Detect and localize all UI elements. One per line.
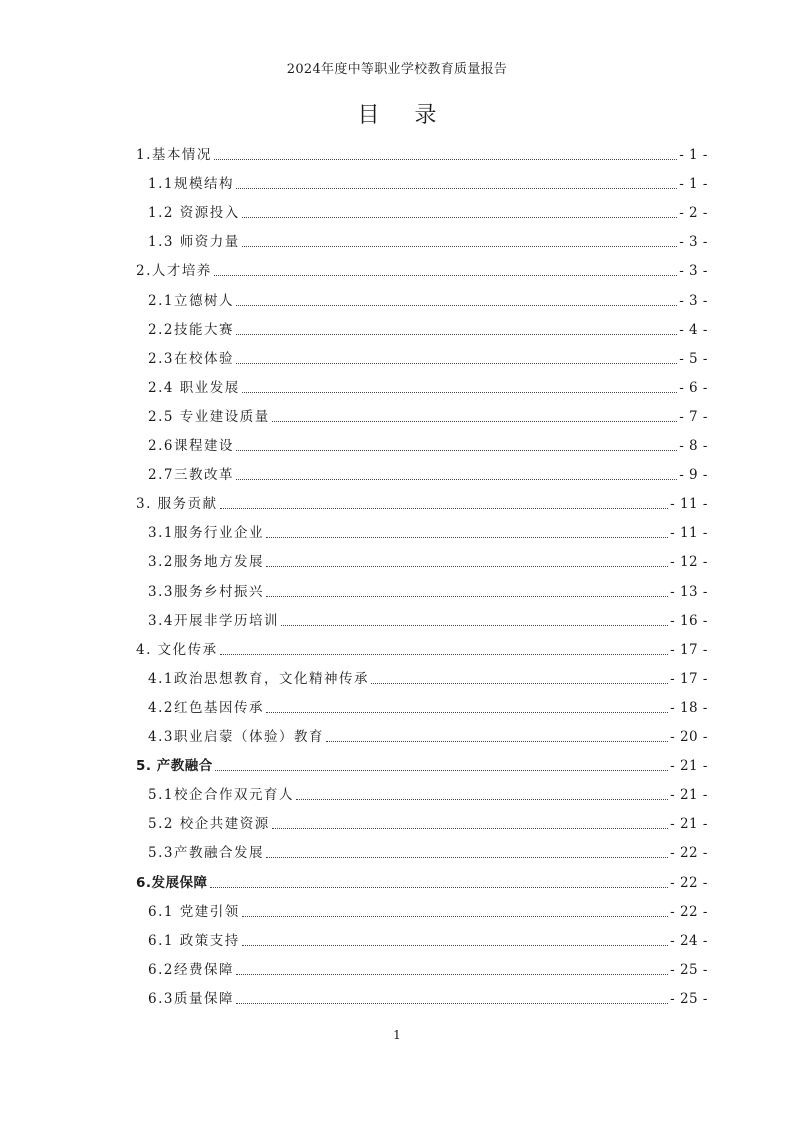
toc-entry[interactable] bbox=[148, 224, 708, 252]
toc-leader-dots bbox=[272, 420, 677, 422]
toc-entry-page: - 11 - bbox=[670, 496, 708, 513]
toc-entry-label: 2.4 职业发展 bbox=[148, 379, 240, 396]
toc-title: 目 录 bbox=[357, 103, 451, 128]
toc-entry-label: 1.2 资源投入 bbox=[148, 205, 240, 222]
toc-entry[interactable] bbox=[148, 312, 708, 340]
toc-leader-dots bbox=[266, 595, 668, 597]
toc-leader-dots bbox=[214, 274, 677, 276]
toc-leader-dots bbox=[266, 565, 668, 567]
toc-entry-label: 6.发展保障 bbox=[136, 874, 208, 891]
toc-entry-page: - 3 - bbox=[679, 263, 708, 280]
toc-entry-page: - 25 - bbox=[670, 990, 708, 1007]
toc-entry-page: - 3 - bbox=[679, 292, 708, 309]
toc-entry-page: - 8 - bbox=[679, 438, 708, 454]
toc-leader-dots bbox=[326, 740, 668, 742]
toc-leader-dots bbox=[242, 391, 677, 393]
toc-entry-label: 3. 服务贡献 bbox=[136, 496, 218, 513]
toc-leader-dots bbox=[296, 798, 668, 800]
toc-entry[interactable] bbox=[148, 923, 708, 951]
toc-entry[interactable] bbox=[136, 865, 708, 893]
toc-entry-page: - 25 - bbox=[670, 961, 708, 978]
toc-leader-dots bbox=[220, 507, 668, 509]
toc-entry-page: - 1 - bbox=[679, 147, 708, 163]
toc-leader-dots bbox=[236, 187, 677, 189]
toc-entry-label: 6.2经费保障 bbox=[148, 961, 234, 978]
toc-leader-dots bbox=[242, 915, 668, 917]
toc-leader-dots bbox=[242, 245, 677, 247]
toc-leader-dots bbox=[236, 304, 677, 306]
toc-entry[interactable] bbox=[136, 748, 708, 776]
toc-entry[interactable] bbox=[136, 486, 708, 514]
toc-leader-dots bbox=[272, 827, 668, 829]
toc-leader-dots bbox=[236, 449, 677, 451]
toc-entry[interactable] bbox=[136, 632, 708, 660]
toc-entry-label: 6.1 党建引领 bbox=[148, 903, 240, 920]
toc-entry-label: 2.6课程建设 bbox=[148, 438, 234, 454]
toc-entry-page: - 21 - bbox=[670, 787, 708, 804]
toc-entry-page: - 22 - bbox=[670, 845, 708, 862]
toc-entry-label: 3.3服务乡村振兴 bbox=[148, 583, 264, 600]
toc-entry-page: - 24 - bbox=[670, 932, 708, 949]
page-number: 1 bbox=[393, 1028, 401, 1042]
toc-entry-label: 2.3在校体验 bbox=[148, 350, 234, 367]
toc-leader-dots bbox=[236, 333, 677, 335]
toc-entry[interactable] bbox=[148, 544, 708, 572]
toc-entry-label: 1.3 师资力量 bbox=[148, 234, 240, 251]
toc-entry-page: - 1 - bbox=[679, 176, 708, 193]
toc-entry[interactable] bbox=[148, 777, 708, 805]
toc-leader-dots bbox=[236, 478, 677, 480]
toc-entry[interactable] bbox=[148, 894, 708, 922]
toc-entry-label: 2.人才培养 bbox=[136, 263, 212, 280]
toc-leader-dots bbox=[236, 362, 677, 364]
toc-entry-label: 2.1立德树人 bbox=[148, 292, 234, 309]
toc-entry[interactable] bbox=[148, 661, 708, 689]
toc-leader-dots bbox=[215, 769, 668, 771]
toc-entry-page: - 4 - bbox=[679, 321, 708, 338]
toc-entry[interactable] bbox=[136, 137, 708, 165]
toc-entry-label: 1.基本情况 bbox=[136, 147, 212, 163]
toc-entry[interactable] bbox=[148, 574, 708, 602]
toc-entry-label: 1.1规模结构 bbox=[148, 176, 234, 193]
toc-entry-page: - 21 - bbox=[670, 758, 708, 775]
toc-entry-label: 3.2服务地方发展 bbox=[148, 554, 264, 571]
toc-leader-dots bbox=[266, 711, 668, 713]
toc-entry-label: 4.1政治思想教育，文化精神传承 bbox=[148, 670, 369, 687]
toc-entry[interactable] bbox=[148, 515, 708, 543]
toc-entry-label: 4.3职业启蒙（体验）教育 bbox=[148, 729, 324, 745]
toc-leader-dots bbox=[210, 886, 669, 888]
toc-leader-dots bbox=[281, 624, 668, 626]
toc-entry[interactable] bbox=[148, 428, 708, 456]
toc-entry-label: 5.2 校企共建资源 bbox=[148, 816, 270, 833]
toc-entry[interactable] bbox=[148, 283, 708, 311]
toc-entry-page: - 17 - bbox=[670, 641, 708, 658]
toc-entry-label: 3.1服务行业企业 bbox=[148, 525, 264, 542]
toc-entry-label: 2.2技能大赛 bbox=[148, 321, 234, 338]
page-header: 2024年度中等职业学校教育质量报告 bbox=[286, 62, 508, 77]
toc-leader-dots bbox=[242, 216, 677, 218]
toc-entry[interactable] bbox=[148, 981, 708, 1009]
toc-entry-label: 5.3产教融合发展 bbox=[148, 845, 264, 862]
toc-leader-dots bbox=[236, 1002, 668, 1004]
toc-entry-page: - 22 - bbox=[670, 903, 708, 920]
toc-entry-page: - 16 - bbox=[670, 612, 708, 629]
toc-entry-label: 6.1 政策支持 bbox=[148, 932, 240, 949]
toc-entry-page: - 20 - bbox=[670, 729, 708, 745]
toc-entry-page: - 6 - bbox=[679, 379, 708, 396]
toc-entry-page: - 3 - bbox=[679, 234, 708, 251]
toc-entry-page: - 9 - bbox=[679, 467, 708, 484]
toc-entry[interactable] bbox=[136, 253, 708, 281]
toc-leader-dots bbox=[220, 653, 668, 655]
toc-leader-dots bbox=[242, 944, 668, 946]
toc-entry[interactable] bbox=[148, 457, 708, 485]
toc-entry-page: - 5 - bbox=[679, 350, 708, 367]
toc-entry-page: - 11 - bbox=[670, 525, 708, 542]
toc-entry[interactable] bbox=[148, 806, 708, 834]
toc-entry[interactable] bbox=[148, 370, 708, 398]
toc-entry[interactable] bbox=[148, 341, 708, 369]
toc-entry-page: - 2 - bbox=[679, 205, 708, 222]
toc-leader-dots bbox=[214, 158, 677, 160]
toc-entry[interactable] bbox=[148, 603, 708, 631]
toc-entry-label: 6.3质量保障 bbox=[148, 990, 234, 1007]
toc-entry-label: 2.5 专业建设质量 bbox=[148, 408, 270, 425]
toc-entry[interactable] bbox=[148, 399, 708, 427]
toc-entry-page: - 22 - bbox=[670, 874, 708, 891]
toc-entry[interactable] bbox=[148, 690, 708, 718]
toc-entry[interactable] bbox=[148, 835, 708, 863]
toc-entry-label: 5.1校企合作双元育人 bbox=[148, 787, 294, 804]
toc-entry-page: - 18 - bbox=[670, 699, 708, 716]
toc-entry[interactable] bbox=[148, 166, 708, 194]
toc-leader-dots bbox=[236, 973, 668, 975]
toc-entry-label: 4.2红色基因传承 bbox=[148, 699, 264, 716]
toc-entry-label: 4. 文化传承 bbox=[136, 641, 218, 658]
toc-entry-page: - 13 - bbox=[670, 583, 708, 600]
toc-leader-dots bbox=[266, 856, 668, 858]
toc-entry-page: - 12 - bbox=[670, 554, 708, 571]
toc-leader-dots bbox=[266, 536, 668, 538]
toc-entry-page: - 21 - bbox=[670, 816, 708, 833]
toc-entry-label: 2.7三教改革 bbox=[148, 467, 234, 484]
toc-leader-dots bbox=[371, 682, 668, 684]
toc-entry[interactable] bbox=[148, 195, 708, 223]
toc-entry-page: - 7 - bbox=[679, 408, 708, 425]
toc-entry[interactable] bbox=[148, 719, 708, 747]
toc-entry[interactable] bbox=[148, 952, 708, 980]
toc-entry-label: 3.4开展非学历培训 bbox=[148, 612, 279, 629]
toc-entry-page: - 17 - bbox=[670, 670, 708, 687]
toc-entry-label: 5. 产教融合 bbox=[136, 758, 213, 775]
